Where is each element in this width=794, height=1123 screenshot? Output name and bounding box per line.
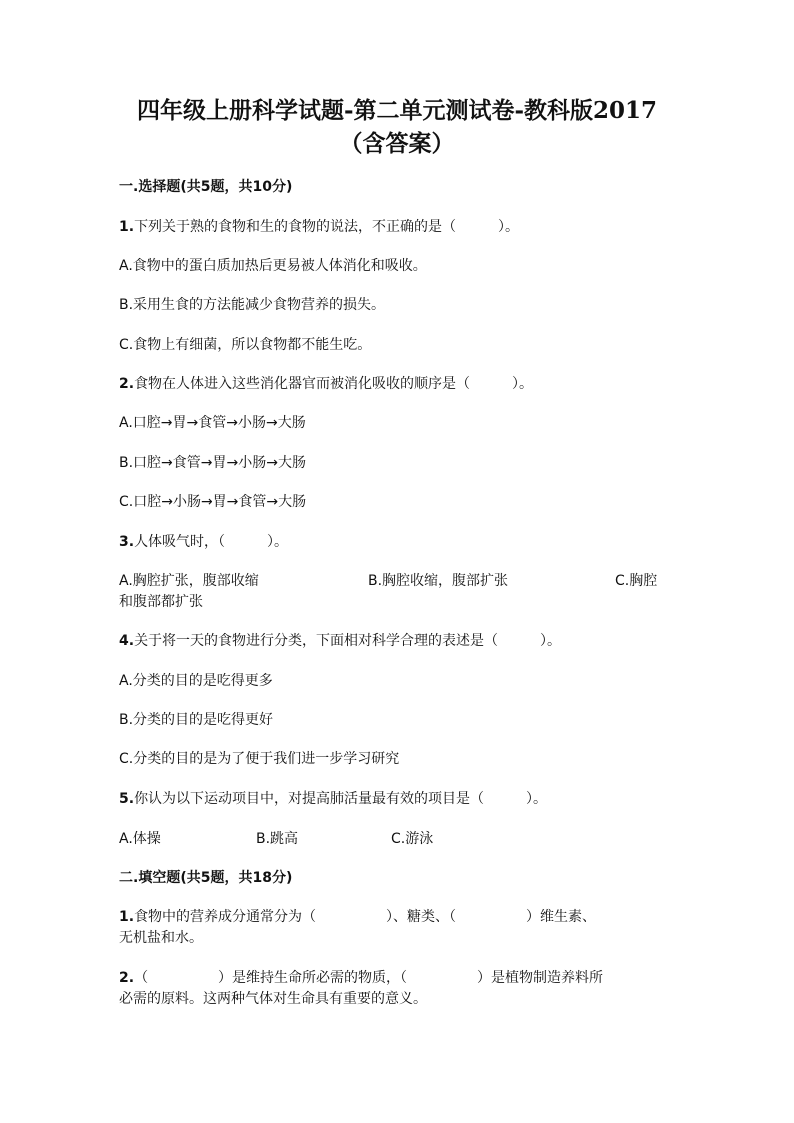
option-1a: A.食物中的蛋白质加热后更易被人体消化和吸收。 — [119, 258, 427, 274]
option-4b: B.分类的目的是吃得更好 — [119, 712, 274, 728]
question-number: 2. — [119, 376, 135, 392]
fill-question-2-continued: 必需的原料。这两种气体对生命具有重要的意义。 — [119, 991, 427, 1007]
option-3a: A.胸腔扩张，腹部收缩 — [119, 573, 259, 589]
option-3b: B.胸腔收缩，腹部扩张 — [368, 573, 509, 589]
question-stem: 下列关于熟的食物和生的食物的说法，不正确的是（ ）。 — [134, 219, 520, 235]
page-title: 四年级上册科学试题-第二单元测试卷-教科版2017 — [136, 97, 658, 124]
question-2 — [119, 373, 679, 395]
question-stem: 人体吸气时，（ ）。 — [134, 534, 289, 550]
question-number: 5. — [119, 791, 135, 807]
question-text: （ ）是维持生命所必需的物质，（ ）是植物制造养料所 — [134, 970, 604, 986]
option-5a: A.体操 — [119, 831, 161, 847]
question-stem: 关于将一天的食物进行分类，下面相对科学合理的表述是（ ）。 — [134, 633, 562, 649]
question-number: 4. — [119, 633, 135, 649]
question-number: 3. — [119, 534, 135, 550]
question-number: 1. — [119, 219, 135, 235]
question-stem: 你认为以下运动项目中，对提高肺活量最有效的项目是（ ）。 — [134, 791, 548, 807]
question-5 — [119, 788, 679, 810]
option-4a: A.分类的目的是吃得更多 — [119, 673, 273, 689]
question-number: 2. — [119, 970, 135, 986]
option-5b: B.跳高 — [256, 831, 299, 847]
option-2c: C.口腔→小肠→胃→食管→大肠 — [119, 494, 307, 510]
question-1 — [119, 216, 679, 238]
question-text: 食物中的营养成分通常分为（ ）、糖类、（ ）维生素、 — [134, 909, 597, 925]
question-4 — [119, 630, 679, 652]
option-4c: C.分类的目的是为了便于我们进一步学习研究 — [119, 751, 400, 767]
option-3c: C.胸腔 — [615, 573, 658, 589]
option-1b: B.采用生食的方法能减少食物营养的损失。 — [119, 297, 386, 313]
question-3 — [119, 531, 679, 553]
option-1c: C.食物上有细菌，所以食物都不能生吃。 — [119, 337, 372, 353]
option-3c-continued: 和腹部都扩张 — [119, 594, 203, 610]
fill-question-2 — [119, 967, 679, 989]
page-subtitle: （含答案） — [339, 130, 455, 157]
question-stem: 食物在人体进入这些消化器官而被消化吸收的顺序是（ ）。 — [134, 376, 534, 392]
fill-question-1-continued: 无机盐和水。 — [119, 930, 203, 946]
fill-question-1 — [119, 906, 679, 928]
option-2b: B.口腔→食管→胃→小肠→大肠 — [119, 455, 306, 471]
question-number: 1. — [119, 909, 135, 925]
section-heading-choice: 一.选择题(共5题，共10分) — [119, 179, 293, 195]
section-heading-fill: 二.填空题(共5题，共18分) — [119, 870, 293, 886]
option-2a: A.口腔→胃→食管→小肠→大肠 — [119, 415, 306, 431]
option-5c: C.游泳 — [391, 831, 434, 847]
